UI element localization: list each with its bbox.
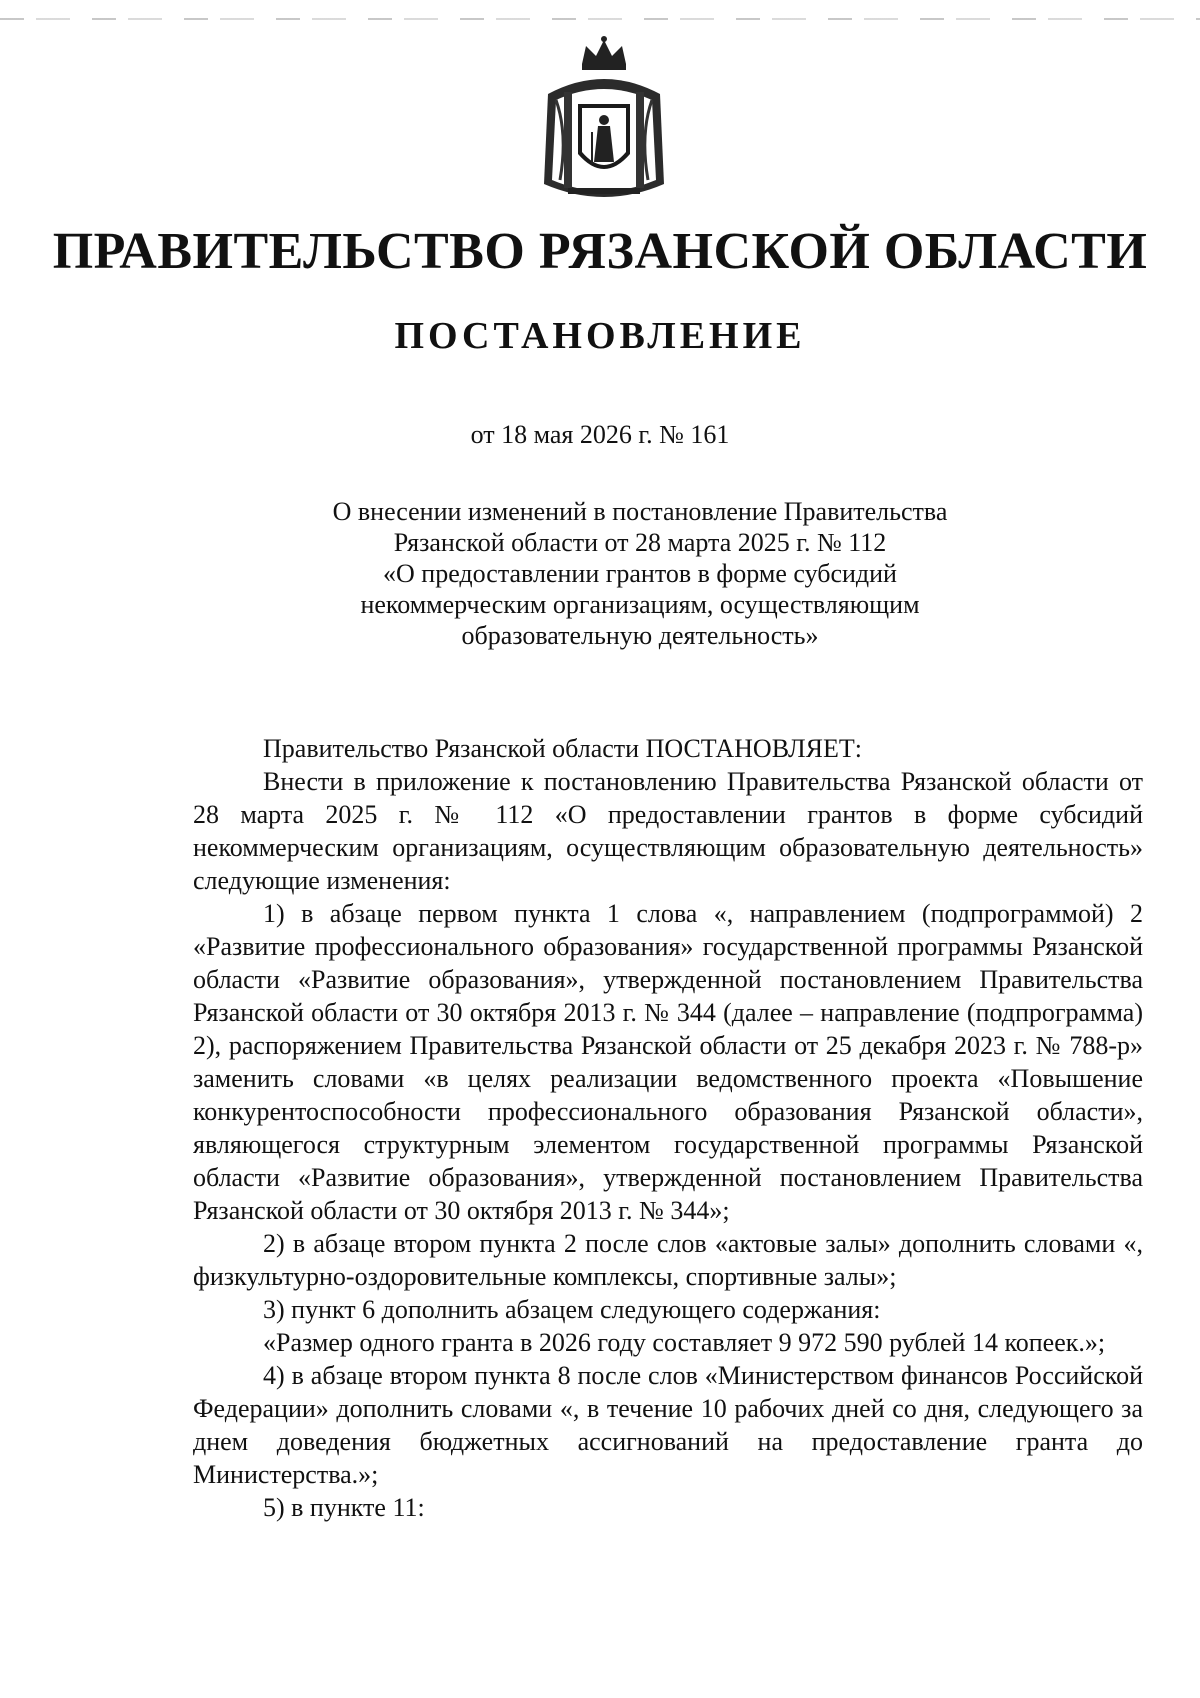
subject-line: О внесении изменений в постановление Правительства: [332, 497, 948, 526]
amendment-item-3-text: «Размер одного гранта в 2026 году составляет 9 972 590 рублей 14 копеек.»;: [263, 1328, 1106, 1357]
subject-line: образовательную деятельность»: [461, 621, 819, 650]
preamble-paragraph: Правительство Рязанской области ПОСТАНОВЛЯЕТ:: [263, 734, 863, 763]
document-subject: [250, 496, 1030, 651]
amendment-item-4: 4) в абзаце втором пункта 8 после слов «Министерством финансов Российской Федерации» дополнить словами «, в течение 10 рабочих дней со дня, следующего за днем доведения бюджетных ассигнований на предоставление гранта до Министерства.»;: [193, 1361, 1143, 1489]
subject-line: некоммерческим организациям, осуществляющим: [360, 590, 920, 619]
document-body: [193, 732, 1143, 1524]
subject-line: «О предоставлении грантов в форме субсидий: [383, 559, 897, 588]
amendment-item-5: 5) в пункте 11:: [263, 1493, 425, 1522]
document-date-number: от 18 мая 2026 г. № 161: [470, 420, 730, 449]
intro-paragraph: Внести в приложение к постановлению Правительства Рязанской области от 28 марта 2025 г. № 112 «О предоставлении грантов в форме субсидий некоммерческим организациям, осуществляющим образовательную деятельность» следующие изменения:: [193, 767, 1143, 895]
amendment-item-1: 1) в абзаце первом пункта 1 слова «, направлением (подпрограммой) 2 «Развитие профессионального образования» государственной программы Рязанской области «Развитие образования», утвержденной постановлением Правительства Рязанской области от 30 октября 2013 г. № 344 (далее – направление (подпрограмма) 2), распоряжением Правительства Рязанской области от 25 декабря 2023 г. № 788-р» заменить словами «в целях реализации ведомственного проекта «Повышение конкурентоспособности профессионального образования Рязанской области», являющегося структурным элементом государственной программы Рязанской области «Развитие образования», утвержденной постановлением Правительства Рязанской области от 30 октября 2013 г. № 344»;: [193, 899, 1143, 1225]
government-name: ПРАВИТЕЛЬСТВО РЯЗАНСКОЙ ОБЛАСТИ: [52, 223, 1148, 280]
document-type: ПОСТАНОВЛЕНИЕ: [394, 315, 806, 357]
ryazan-coat-of-arms-icon: [538, 34, 670, 210]
subject-line: Рязанской области от 28 марта 2025 г. № 112: [393, 528, 887, 557]
amendment-item-3: 3) пункт 6 дополнить абзацем следующего содержания:: [263, 1295, 881, 1324]
scan-top-edge: [0, 18, 1200, 20]
amendment-item-2: 2) в абзаце втором пункта 2 после слов «актовые залы» дополнить словами «, физкультурно-оздоровительные комплексы, спортивные залы»;: [193, 1229, 1143, 1291]
